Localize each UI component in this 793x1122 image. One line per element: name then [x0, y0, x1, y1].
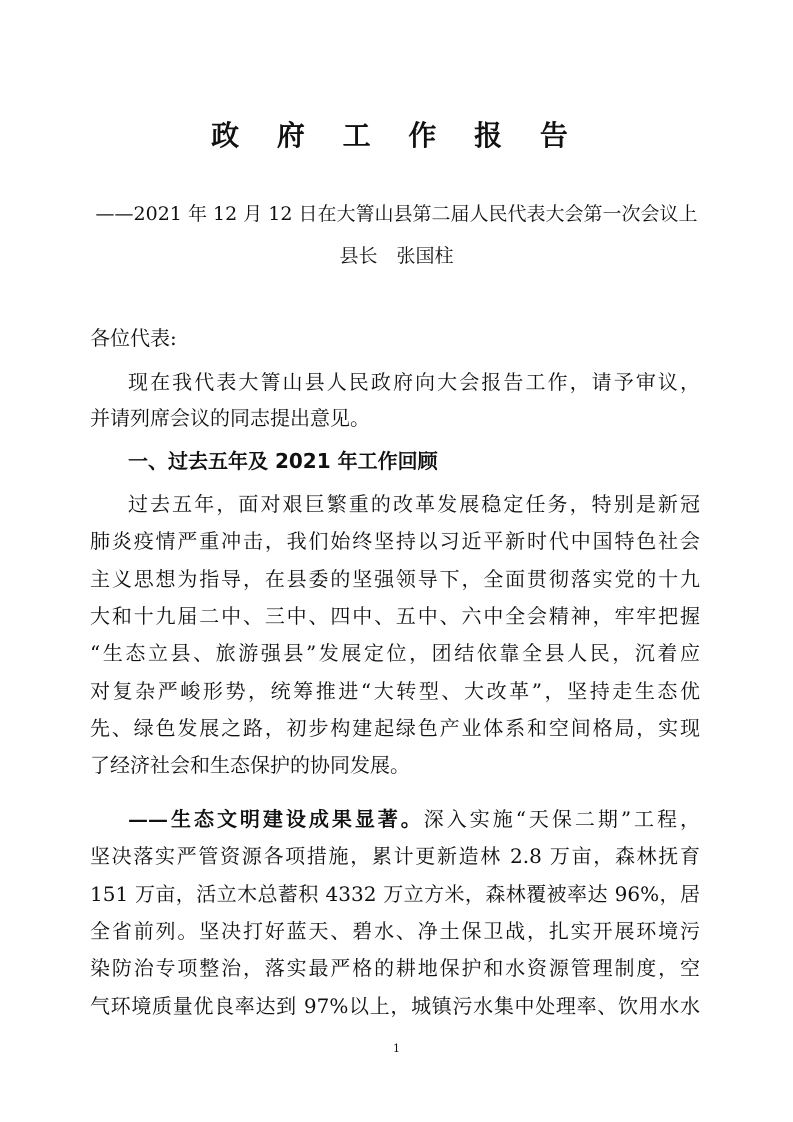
report-subtitle: ——2021 年 12 月 12 日在大箐山县第二届人民代表大会第一次会议上: [95, 203, 698, 225]
paragraph-line: 151 万亩，活立木总蓄积 4332 万立方米，森林覆被率达 96%，居: [90, 882, 700, 906]
paragraph-line-with-lead: [128, 804, 700, 834]
paragraph-line: 先、绿色发展之路，初步构建起绿色产业体系和空间格局，实现: [90, 716, 700, 740]
paragraph-line: 大和十九届二中、三中、四中、五中、六中全会精神，牢牢把握: [90, 604, 700, 628]
paragraph-line: 现在我代表大箐山县人民政府向大会报告工作，请予审议，: [128, 370, 700, 394]
paragraph-line: 坚决落实严管资源各项措施，累计更新造林 2.8 万亩，森林抚育: [90, 844, 700, 868]
paragraph-line: 过去五年，面对艰巨繁重的改革发展稳定任务，特别是新冠: [128, 492, 700, 516]
paragraph-line: “生态立县、旅游强县”发展定位，团结依靠全县人民，沉着应: [90, 641, 700, 665]
paragraph-line: 全省前列。坚决打好蓝天、碧水、净土保卫战，扎实开展环境污: [90, 919, 700, 943]
paragraph-line: 肺炎疫情严重冲击，我们始终坚持以习近平新时代中国特色社会: [90, 529, 700, 553]
paragraph-line: 了经济社会和生态保护的协同发展。: [90, 753, 410, 777]
bold-lead: ——生态文明建设成果显著。: [128, 807, 424, 831]
paragraph-text: 深入实施“天保二期”工程，: [423, 807, 701, 831]
paragraph-line: 染防治专项整治，落实最严格的耕地保护和水资源管理制度，空: [90, 956, 700, 980]
paragraph-line: 主义思想为指导，在县委的坚强领导下，全面贯彻落实党的十九: [90, 567, 700, 591]
paragraph-line: 对复杂严峻形势，统筹推进“大转型、大改革”，坚持走生态优: [90, 679, 700, 703]
page-number: 1: [393, 1042, 400, 1055]
paragraph-line: 气环境质量优良率达到 97%以上，城镇污水集中处理率、饮用水水: [90, 994, 700, 1018]
section-heading: 一、过去五年及 2021 年工作回顾: [128, 449, 438, 473]
paragraph-line: 并请列席会议的同志提出意见。: [90, 406, 370, 430]
report-title: 政 府 工 作 报 告: [211, 119, 582, 152]
salutation: 各位代表:: [90, 326, 177, 350]
report-speaker: 县长 张国柱: [339, 245, 454, 267]
